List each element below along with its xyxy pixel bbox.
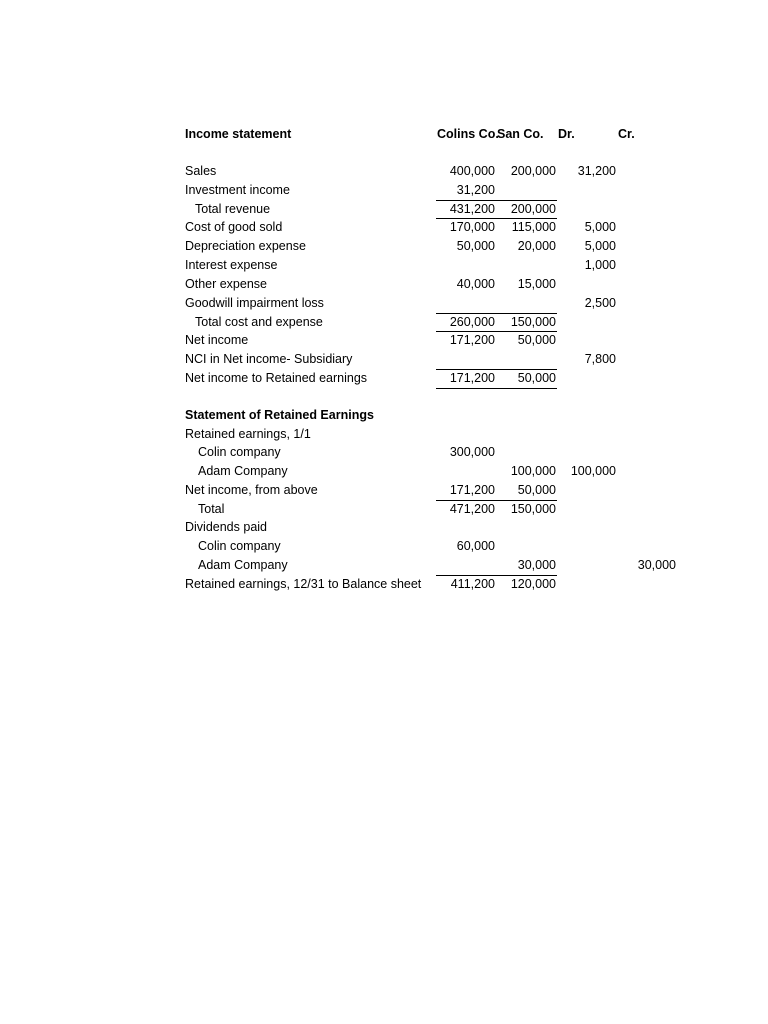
san-value xyxy=(497,256,556,275)
row-label: Adam Company xyxy=(198,464,288,478)
row-label: Colin company xyxy=(198,445,281,459)
table-row xyxy=(0,331,768,350)
san-value: 200,000 xyxy=(510,202,556,216)
credit-value xyxy=(618,537,676,556)
column-header-credit: Cr. xyxy=(618,127,635,141)
table-row xyxy=(0,256,768,275)
san-value xyxy=(497,294,556,313)
table-row xyxy=(0,537,768,556)
credit-value xyxy=(618,331,676,350)
san-value: 115,000 xyxy=(511,220,556,234)
san-value: 30,000 xyxy=(517,558,556,572)
colin-value: 60,000 xyxy=(456,539,495,553)
row-label: Total revenue xyxy=(195,202,271,216)
table-row xyxy=(0,425,768,444)
credit-value xyxy=(618,350,676,369)
colin-value: 431,200 xyxy=(449,202,495,216)
section-header-row xyxy=(0,406,768,425)
credit-value xyxy=(618,275,676,294)
credit-value xyxy=(618,162,676,181)
table-row xyxy=(0,500,768,519)
row-label: Sales xyxy=(185,164,217,178)
row-label: Retained earnings, 1/1 xyxy=(185,427,311,441)
total-rule xyxy=(436,200,557,201)
colin-value xyxy=(436,350,495,369)
san-value: 50,000 xyxy=(517,483,556,497)
san-value xyxy=(497,181,556,200)
debit-value xyxy=(558,331,616,350)
colin-value: 471,200 xyxy=(449,502,495,516)
san-value: 100,000 xyxy=(510,464,556,478)
colin-value: 260,000 xyxy=(449,315,495,329)
row-label: Interest expense xyxy=(185,258,278,272)
total-rule xyxy=(436,388,557,389)
debit-value xyxy=(558,537,616,556)
colin-value: 31,200 xyxy=(456,183,495,197)
total-rule xyxy=(436,331,557,332)
table-row xyxy=(0,313,768,332)
credit-value xyxy=(618,237,676,256)
colin-value: 411,200 xyxy=(450,577,495,591)
credit-value xyxy=(618,256,676,275)
table-row xyxy=(0,481,768,500)
colin-value xyxy=(436,462,495,481)
row-label: Depreciation expense xyxy=(185,239,306,253)
credit-value xyxy=(618,218,676,237)
row-label: Other expense xyxy=(185,277,267,291)
debit-value: 5,000 xyxy=(584,220,616,234)
column-header-debit: Dr. xyxy=(558,127,575,141)
colin-value: 171,200 xyxy=(449,483,495,497)
table-row xyxy=(0,556,768,575)
colin-value: 400,000 xyxy=(449,164,495,178)
total-rule xyxy=(436,500,557,501)
colin-value: 300,000 xyxy=(449,445,495,459)
row-label: Cost of good sold xyxy=(185,220,283,234)
san-value: 15,000 xyxy=(517,277,556,291)
total-rule xyxy=(436,575,557,576)
san-value xyxy=(497,443,556,462)
debit-value xyxy=(558,275,616,294)
debit-value: 2,500 xyxy=(584,296,616,310)
debit-value xyxy=(558,481,616,500)
total-rule xyxy=(436,218,557,219)
table-row xyxy=(0,518,768,537)
debit-value: 1,000 xyxy=(584,258,616,272)
credit-value xyxy=(618,313,676,332)
colin-value xyxy=(436,556,495,575)
debit-value xyxy=(558,369,616,388)
colin-value: 171,200 xyxy=(449,333,495,347)
san-value: 200,000 xyxy=(510,164,556,178)
table-row xyxy=(0,275,768,294)
credit-value xyxy=(618,500,676,519)
colin-value xyxy=(436,256,495,275)
table-row xyxy=(0,369,768,388)
debit-value: 100,000 xyxy=(570,464,616,478)
debit-value xyxy=(558,313,616,332)
header-row xyxy=(0,125,768,144)
san-value xyxy=(497,350,556,369)
san-value: 150,000 xyxy=(510,502,556,516)
debit-value: 5,000 xyxy=(584,239,616,253)
colin-value: 171,200 xyxy=(449,371,495,385)
row-label: Net income, from above xyxy=(185,483,318,497)
debit-value xyxy=(558,181,616,200)
credit-value xyxy=(618,181,676,200)
debit-value: 31,200 xyxy=(577,164,616,178)
credit-value xyxy=(618,481,676,500)
row-label: Net income to Retained earnings xyxy=(185,371,368,385)
credit-value xyxy=(618,294,676,313)
table-row xyxy=(0,162,768,181)
row-label: NCI in Net income- Subsidiary xyxy=(185,352,353,366)
total-rule xyxy=(436,313,557,314)
row-label: Investment income xyxy=(185,183,290,197)
table-row xyxy=(0,350,768,369)
credit-value xyxy=(618,575,676,594)
table-row xyxy=(0,237,768,256)
table-row xyxy=(0,462,768,481)
row-label: Retained earnings, 12/31 to Balance sheet xyxy=(185,577,422,591)
san-value xyxy=(497,537,556,556)
row-label: Goodwill impairment loss xyxy=(185,296,324,310)
total-rule xyxy=(436,369,557,370)
table-row xyxy=(0,181,768,200)
section-title: Statement of Retained Earnings xyxy=(185,408,374,422)
column-header-colins: Colins Co. xyxy=(437,127,499,141)
credit-value xyxy=(618,200,676,219)
credit-value xyxy=(618,443,676,462)
table-row xyxy=(0,200,768,219)
debit-value xyxy=(558,575,616,594)
row-label: Dividends paid xyxy=(185,520,267,534)
debit-value xyxy=(558,443,616,462)
san-value: 20,000 xyxy=(517,239,556,253)
table-row xyxy=(0,294,768,313)
colin-value: 50,000 xyxy=(456,239,495,253)
san-value: 50,000 xyxy=(517,371,556,385)
san-value: 50,000 xyxy=(517,333,556,347)
debit-value xyxy=(558,556,616,575)
debit-value xyxy=(558,200,616,219)
credit-value: 30,000 xyxy=(637,558,676,572)
table-row xyxy=(0,443,768,462)
colin-value: 170,000 xyxy=(449,220,495,234)
san-value: 120,000 xyxy=(510,577,556,591)
credit-value xyxy=(618,462,676,481)
table-row xyxy=(0,575,768,594)
row-label: Total cost and expense xyxy=(195,315,323,329)
colin-value: 40,000 xyxy=(456,277,495,291)
row-label: Adam Company xyxy=(198,558,288,572)
debit-value xyxy=(558,500,616,519)
page-title: Income statement xyxy=(185,127,292,141)
credit-value xyxy=(618,369,676,388)
colin-value xyxy=(436,294,495,313)
table-row xyxy=(0,218,768,237)
debit-value: 7,800 xyxy=(584,352,616,366)
row-label: Colin company xyxy=(198,539,281,553)
san-value: 150,000 xyxy=(510,315,556,329)
row-label: Total xyxy=(198,502,225,516)
column-header-san: San Co. xyxy=(497,127,544,141)
row-label: Net income xyxy=(185,333,249,347)
